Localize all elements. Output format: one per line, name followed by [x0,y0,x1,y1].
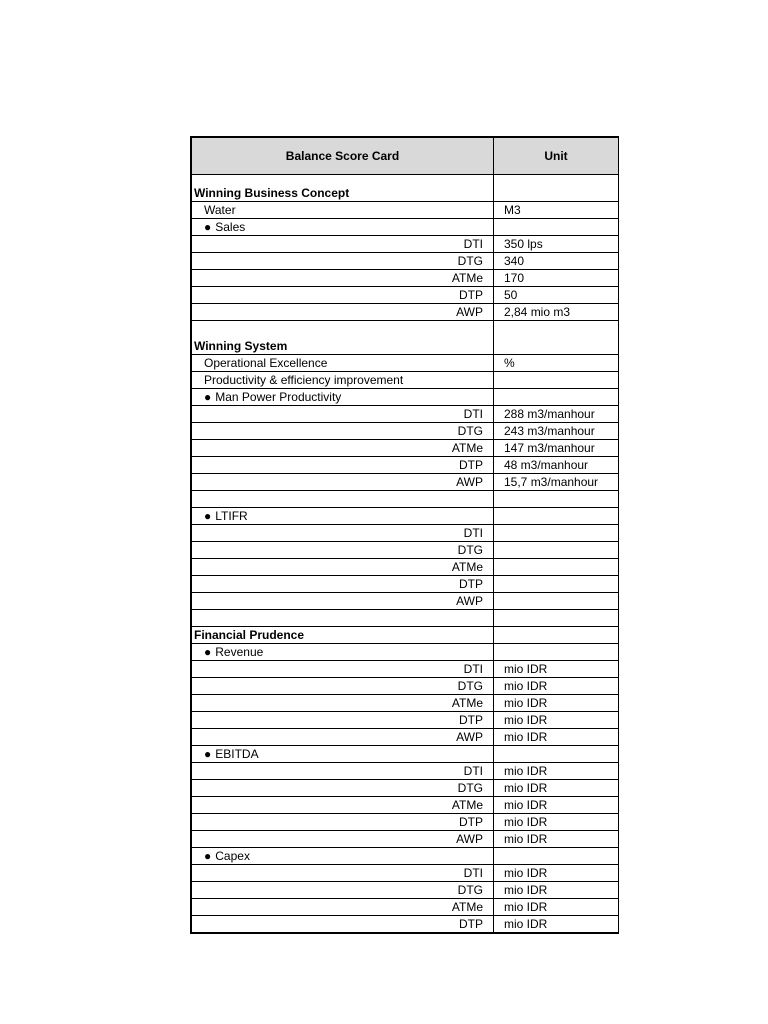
row-label [192,882,494,898]
row-unit [494,627,618,643]
table-row [192,576,618,593]
row-label-text: Operational Excellence [204,356,328,370]
table-row [192,729,618,746]
row-unit: mio IDR [504,866,548,880]
row-unit [494,508,618,524]
row-label [192,423,494,439]
bullet-icon: ● [204,645,212,659]
row-label-text: DTP [459,815,483,829]
row-label [192,321,494,354]
table-row [192,610,618,627]
row-label [192,253,494,269]
table-row [192,253,618,270]
table-row [192,882,618,899]
row-unit: mio IDR [504,679,548,693]
table-row [192,559,618,576]
row-label-text: AWP [456,594,483,608]
row-label-text: AWP [456,475,483,489]
row-label [192,576,494,592]
row-unit: mio IDR [504,883,548,897]
bullet-icon: ● [204,849,212,863]
row-label-text: ATMe [451,271,483,285]
row-label [192,729,494,745]
row-label [192,287,494,303]
row-label [192,593,494,609]
row-unit [494,559,618,575]
row-label-text: ATMe [451,560,483,574]
table-row [192,355,618,372]
row-label [192,916,494,932]
row-unit [494,576,618,592]
row-label-text: DTI [463,526,483,540]
row-unit: 170 [504,271,525,285]
row-unit: 288 m3/manhour [504,407,595,421]
row-label [192,474,494,490]
row-unit: 350 lps [504,237,543,251]
row-label [192,236,494,252]
row-label-text: DTI [463,764,483,778]
bullet-icon: ● [204,747,212,761]
row-label [192,831,494,847]
row-unit: % [504,356,515,370]
row-label-text: Winning System [194,339,288,353]
row-unit [494,848,618,864]
row-label [192,627,494,643]
table-row [192,372,618,389]
row-unit [494,219,618,235]
row-label [192,814,494,830]
row-label [192,661,494,677]
header-unit: Unit [544,149,568,163]
row-label [192,270,494,286]
table-header [192,138,618,175]
row-label-text: DTP [459,288,483,302]
row-label-text: DTG [457,543,483,557]
table-row [192,746,618,763]
row-label [192,202,494,218]
row-label-text: LTIFR [215,509,248,523]
row-label [192,695,494,711]
row-label [192,355,494,371]
row-label-text: DTG [457,679,483,693]
row-unit: mio IDR [504,781,548,795]
row-unit: 48 m3/manhour [504,458,589,472]
row-label [192,746,494,762]
table-row [192,797,618,814]
row-label-text: DTG [457,424,483,438]
row-label-text: DTI [463,866,483,880]
row-label-text: DTP [459,713,483,727]
row-label-text: Revenue [215,645,264,659]
table-row [192,695,618,712]
row-label [192,865,494,881]
row-unit [494,175,618,201]
row-unit: 340 [504,254,525,268]
table-row [192,593,618,610]
row-label-text: Productivity & efficiency improvement [204,373,404,387]
row-label-text: DTP [459,917,483,931]
row-unit: mio IDR [504,696,548,710]
row-label [192,440,494,456]
row-label [192,219,494,235]
row-label-text: Water [204,203,236,217]
table-row [192,848,618,865]
row-unit [494,746,618,762]
row-label [192,899,494,915]
table-row [192,916,618,933]
bullet-icon: ● [204,509,212,523]
row-label [192,372,494,388]
table-row [192,644,618,661]
row-label-text: Capex [215,849,250,863]
row-label [192,406,494,422]
row-unit [494,644,618,660]
row-label [192,644,494,660]
table-body [192,175,618,933]
row-label-text: Sales [215,220,246,234]
row-label [192,304,494,320]
row-label-text: DTI [463,237,483,251]
row-label-text: ATMe [451,441,483,455]
row-label-text: DTG [457,254,483,268]
row-label-text: DTI [463,662,483,676]
table-row [192,389,618,406]
table-row [192,661,618,678]
row-unit: mio IDR [504,730,548,744]
row-unit [494,321,618,354]
header-balance-score-card: Balance Score Card [192,138,494,174]
table-row [192,678,618,695]
row-label-text: AWP [456,832,483,846]
row-unit: mio IDR [504,764,548,778]
table-row [192,491,618,508]
row-label [192,610,494,626]
row-unit: 243 m3/manhour [504,424,595,438]
table-row [192,525,618,542]
table-row [192,457,618,474]
table-row [192,542,618,559]
row-label-text: Man Power Productivity [215,390,342,404]
row-label [192,678,494,694]
row-label [192,175,494,201]
table-row [192,219,618,236]
row-unit: mio IDR [504,832,548,846]
row-label-text: DTG [457,883,483,897]
table-row [192,831,618,848]
row-label-text: AWP [456,305,483,319]
row-label-text: AWP [456,730,483,744]
table-row [192,474,618,491]
table-row [192,287,618,304]
row-label [192,712,494,728]
table-row [192,423,618,440]
row-label [192,542,494,558]
row-label [192,508,494,524]
row-label [192,763,494,779]
row-unit [494,542,618,558]
table-row [192,865,618,882]
table-row [192,780,618,797]
table-row [192,270,618,287]
row-label [192,491,494,507]
row-unit: mio IDR [504,900,548,914]
row-label [192,797,494,813]
row-label [192,525,494,541]
row-unit [494,610,618,626]
bullet-icon: ● [204,220,212,234]
row-unit: mio IDR [504,713,548,727]
row-label [192,848,494,864]
table-row [192,814,618,831]
table-row [192,763,618,780]
row-label-text: Financial Prudence [194,628,305,642]
table-row [192,508,618,525]
row-label-text: DTG [457,781,483,795]
row-label-text: ATMe [451,798,483,812]
row-unit: 15,7 m3/manhour [504,475,599,489]
row-unit: 2,84 mio m3 [504,305,571,319]
row-unit [494,593,618,609]
row-unit: mio IDR [504,662,548,676]
row-unit: mio IDR [504,798,548,812]
table-row [192,627,618,644]
row-label-text: DTI [463,407,483,421]
row-label-text: EBITDA [215,747,259,761]
row-unit: mio IDR [504,815,548,829]
table-row [192,304,618,321]
row-unit: 50 [504,288,518,302]
bullet-icon: ● [204,390,212,404]
row-label [192,389,494,405]
table-row [192,899,618,916]
row-unit: mio IDR [504,917,548,931]
table-row [192,406,618,423]
row-label-text: Winning Business Concept [194,186,350,200]
row-label-text: ATMe [451,900,483,914]
row-unit: M3 [504,203,521,217]
table-row [192,712,618,729]
table-row [192,440,618,457]
row-unit [494,491,618,507]
row-unit [494,389,618,405]
row-label [192,780,494,796]
table-row [192,321,618,355]
table-row [192,202,618,219]
row-label-text: ATMe [451,696,483,710]
balance-score-card-table [190,136,619,934]
row-label-text: DTP [459,458,483,472]
row-unit [494,525,618,541]
row-label [192,559,494,575]
table-row [192,175,618,202]
table-row [192,236,618,253]
row-label-text: DTP [459,577,483,591]
row-label [192,457,494,473]
row-unit [494,372,618,388]
row-unit: 147 m3/manhour [504,441,595,455]
